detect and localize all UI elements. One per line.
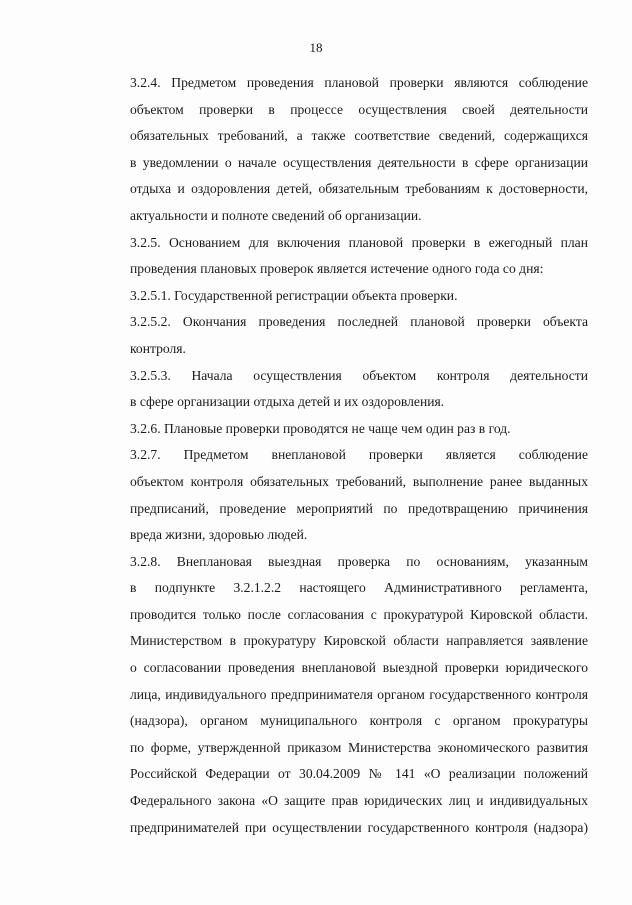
text-line: Российской Федерации от 30.04.2009 № 141 «О реализации положений	[130, 766, 588, 782]
text-line: объектом контроля обязательных требований, выполнение ранее выданных	[130, 473, 588, 489]
text-line: 3.2.6. Плановые проверки проводятся не чаще чем один раз в год.	[130, 420, 511, 436]
text-line: объектом проверки в процессе осуществления своей деятельности	[130, 101, 588, 117]
paragraph-3-2-4	[92, 70, 588, 230]
text-line: отдыха и оздоровления детей, обязательным требованиям к достоверности,	[130, 181, 588, 197]
text-line: 3.2.8. Внеплановая выездная проверка по основаниям, указанным	[130, 553, 588, 569]
paragraph-3-2-5-3	[92, 363, 588, 416]
paragraph-3-2-8	[92, 549, 588, 842]
text-line: проведения плановых проверок является истечение одного года со дня:	[130, 261, 544, 277]
text-line: предпринимателей при осуществлении государственного контроля (надзора)	[130, 819, 588, 835]
text-line: лица, индивидуального предпринимателя органом государственного контроля	[130, 686, 588, 702]
text-line: о согласовании проведения внеплановой выездной проверки юридического	[130, 660, 588, 676]
text-line: 3.2.4. Предметом проведения плановой проверки являются соблюдение	[130, 75, 588, 90]
text-line: Федерального закона «О защите прав юридических лиц и индивидуальных	[130, 793, 588, 809]
text-line: 3.2.7. Предметом внеплановой проверки является соблюдение	[130, 447, 588, 463]
text-line: обязательных требований, а также соответствие сведений, содержащихся	[130, 128, 588, 144]
text-line: вреда жизни, здоровью людей.	[130, 527, 308, 543]
text-line: в сфере организации отдыха детей и их оздоровления.	[130, 394, 445, 410]
paragraph-3-2-5-2	[92, 309, 588, 362]
text-line: контроля.	[130, 340, 186, 356]
text-line: 3.2.5.3. Начала осуществления объектом контроля деятельности	[130, 367, 588, 383]
text-line: в подпункте 3.2.1.2.2 настоящего Административного регламента,	[130, 580, 588, 596]
text-line: актуальности и полноте сведений об организации.	[130, 207, 422, 223]
text-line: 3.2.5.2. Окончания проведения последней плановой проверки объекта	[130, 314, 588, 330]
paragraph-3-2-5-1	[92, 283, 588, 310]
text-line: (надзора), органом муниципального контроля с органом прокуратуры	[130, 713, 588, 729]
text-line: 3.2.5.1. Государственной регистрации объекта проверки.	[130, 287, 458, 303]
paragraph-3-2-5	[92, 230, 588, 283]
text-line: проводится только после согласования с прокуратурой Кировской области.	[130, 606, 588, 622]
text-line: в уведомлении о начале осуществления деятельности в сфере организации	[130, 154, 588, 170]
text-line: по форме, утвержденной приказом Министерства экономического развития	[130, 739, 588, 755]
paragraph-3-2-7	[92, 442, 588, 548]
document-body	[92, 70, 588, 841]
text-line: предписаний, проведение мероприятий по предотвращению причинения	[130, 500, 588, 516]
page-number: 18	[309, 40, 323, 55]
text-line: 3.2.5. Основанием для включения плановой проверки в ежегодный план	[130, 234, 588, 250]
text-line: Министерством в прокуратуру Кировской области направляется заявление	[130, 633, 588, 649]
paragraph-3-2-6	[92, 416, 588, 443]
